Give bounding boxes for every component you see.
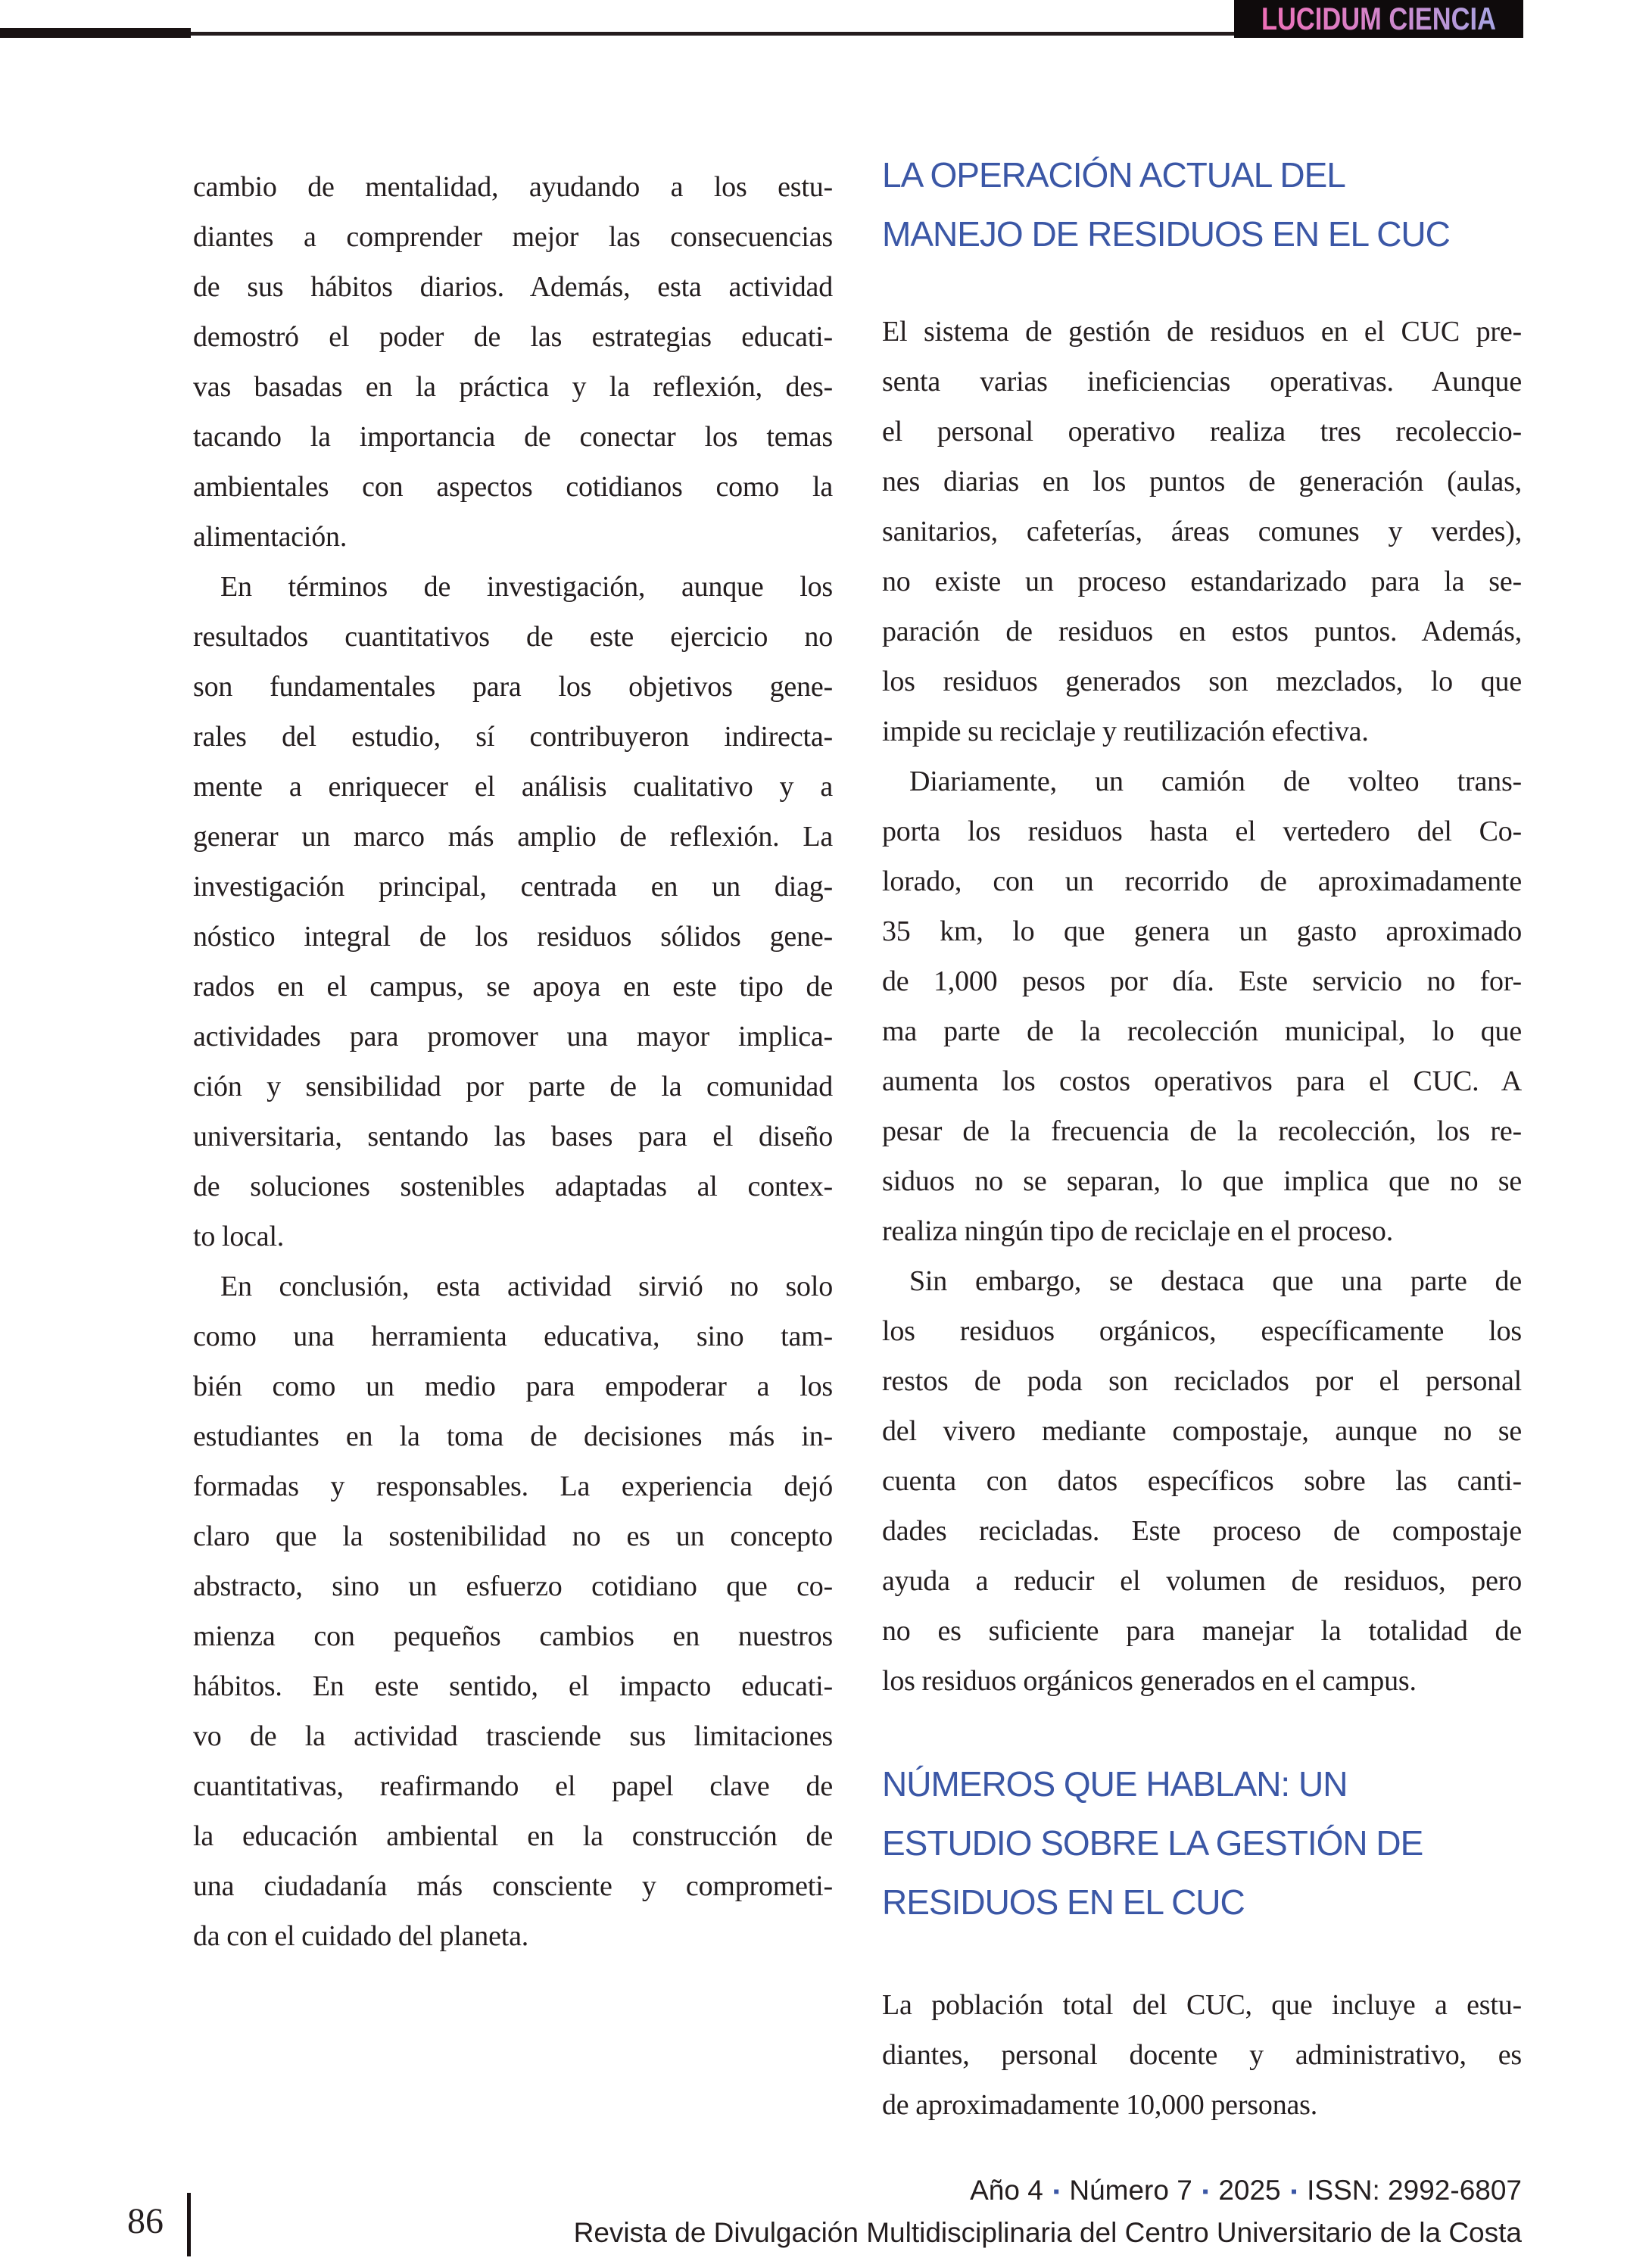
text-line: cambio de mentalidad, ayudando a los estu- [193,171,833,203]
text-line: En términos de investigación, aunque los [220,571,833,603]
text-line: tacando la importancia de conectar los temas [193,421,833,453]
footer-separator-square-icon: ▪ [1052,2181,1060,2202]
text-line: realiza ningún tipo de reciclaje en el proceso. [882,1215,1393,1247]
text-line: resultados cuantitativos de este ejercicio no [193,621,833,653]
page-number: 86 [127,2201,164,2241]
text-line: abstracto, sino un esfuerzo cotidiano que co- [193,1570,833,1602]
text-line: La población total del CUC, que incluye a estu- [882,1989,1522,2021]
text-line: de 1,000 pesos por día. Este servicio no for- [882,965,1522,997]
page-number-divider [187,2193,191,2256]
text-line: rales del estudio, sí contribuyeron indirecta- [193,721,833,753]
text-line: hábitos. En este sentido, el impacto educati- [193,1670,833,1702]
text-line: sanitarios, cafeterías, áreas comunes y verdes), [882,516,1522,547]
paragraph [882,756,1522,1256]
text-line: LA OPERACIÓN ACTUAL DEL [882,155,1345,195]
paragraph [193,562,833,1261]
text-line: demostró el poder de las estrategias educati- [193,321,833,353]
text-line: ayuda a reducir el volumen de residuos, pero [882,1565,1522,1597]
text-line: no existe un proceso estandarizado para la se- [882,566,1522,597]
text-line: impide su reciclaje y reutilización efectiva. [882,716,1369,747]
text-line: siduos no se separan, lo que implica que no se [882,1165,1522,1197]
text-line: generar un marco más amplio de reflexión. La [193,821,833,853]
text-line: estudiantes en la toma de decisiones más in- [193,1420,833,1452]
footer-issue-part: Año 4 [970,2175,1043,2206]
text-line: rados en el campus, se apoya en este tipo de [193,971,833,1003]
paragraph [882,1256,1522,1706]
text-line: diantes a comprender mejor las consecuencias [193,221,833,253]
header-rule-thick [0,28,191,38]
text-line: ción y sensibilidad por parte de la comunidad [193,1071,833,1102]
text-line: investigación principal, centrada en un diag- [193,871,833,903]
text-line: dades recicladas. Este proceso de compostaje [882,1515,1522,1547]
text-line: ESTUDIO SOBRE LA GESTIÓN DE [882,1823,1423,1863]
text-line: como una herramienta educativa, sino tam- [193,1321,833,1352]
section-heading [882,145,1522,264]
text-line: de sus hábitos diarios. Además, esta actividad [193,271,833,303]
text-line: ma parte de la recolección municipal, lo que [882,1015,1522,1047]
text-line: paración de residuos en estos puntos. Además, [882,616,1522,647]
text-line: los residuos orgánicos generados en el campus. [882,1665,1417,1697]
text-line: ambientales con aspectos cotidianos como la [193,471,833,503]
text-line: los residuos generados son mezclados, lo que [882,666,1522,697]
paragraph [882,1980,1522,2130]
text-line: nes diarias en los puntos de generación (aulas, [882,466,1522,497]
text-line: nóstico integral de los residuos sólidos gene- [193,921,833,953]
footer-separator-square-icon: ▪ [1202,2181,1209,2202]
footer-issue-part: 2025 [1218,2175,1281,2206]
text-line: diantes, personal docente y administrativo, es [882,2039,1522,2071]
text-line: el personal operativo realiza tres recoleccio- [882,416,1522,447]
text-line: NÚMEROS QUE HABLAN: UN [882,1764,1348,1804]
text-line: restos de poda son reciclados por el personal [882,1365,1522,1397]
right-column [882,145,1522,2130]
text-line: vo de la actividad trasciende sus limitaciones [193,1720,833,1752]
footer-issue-part: ISSN: 2992-6807 [1307,2175,1522,2206]
footer [574,2169,1522,2252]
text-line: En conclusión, esta actividad sirvió no solo [220,1271,833,1302]
text-line: pesar de la frecuencia de la recolección, los re- [882,1115,1522,1147]
text-line: senta varias ineficiencias operativas. Aunque [882,366,1522,398]
text-line: porta los residuos hasta el vertedero del Co- [882,815,1522,847]
paragraph [193,162,833,562]
text-line: da con el cuidado del planeta. [193,1920,529,1952]
text-line: cuantitativas, reafirmando el papel clave de [193,1770,833,1802]
text-line: lorado, con un recorrido de aproximadamente [882,865,1522,897]
text-line: aumenta los costos operativos para el CUC. A [882,1065,1522,1097]
text-line: son fundamentales para los objetivos gene- [193,671,833,703]
text-line: claro que la sostenibilidad no es un concepto [193,1520,833,1552]
text-line: El sistema de gestión de residuos en el CUC pre- [882,316,1522,348]
text-line: formadas y responsables. La experiencia dejó [193,1470,833,1502]
footer-issue-line [574,2169,1522,2214]
section-heading [882,1754,1522,1932]
text-line: mente a enriquecer el análisis cualitativo y a [193,771,833,803]
journal-logo [1234,0,1523,38]
text-line: RESIDUOS EN EL CUC [882,1882,1245,1922]
journal-logo-text: LUCIDUM CIENCIA [1261,1,1496,36]
text-line: universitaria, sentando las bases para el diseño [193,1121,833,1152]
footer-issue-part: Número 7 [1069,2175,1192,2206]
text-line: MANEJO DE RESIDUOS EN EL CUC [882,214,1450,254]
text-line: no es suficiente para manejar la totalidad de [882,1615,1522,1647]
text-line: 35 km, lo que genera un gasto aproximado [882,915,1522,947]
footer-separator-square-icon: ▪ [1290,2181,1298,2202]
text-line: actividades para promover una mayor implica- [193,1021,833,1052]
text-line: Diariamente, un camión de volteo trans- [909,766,1522,797]
text-line: to local. [193,1221,285,1252]
text-line: cuenta con datos específicos sobre las canti- [882,1465,1522,1497]
text-line: una ciudadanía más consciente y comprometi- [193,1870,833,1902]
paragraph [193,1261,833,1961]
text-line: de soluciones sostenibles adaptadas al contex- [193,1171,833,1202]
paragraph [882,307,1522,756]
text-line: los residuos orgánicos, específicamente los [882,1315,1522,1347]
text-line: Sin embargo, se destaca que una parte de [909,1265,1522,1297]
text-line: bién como un medio para empoderar a los [193,1371,833,1402]
text-line: de aproximadamente 10,000 personas. [882,2089,1318,2121]
text-line: mienza con pequeños cambios en nuestros [193,1620,833,1652]
text-line: la educación ambiental en la construcción de [193,1820,833,1852]
text-line: del vivero mediante compostaje, aunque no se [882,1415,1522,1447]
text-line: vas basadas en la práctica y la reflexión, des- [193,371,833,403]
text-line: alimentación. [193,521,348,553]
left-column [193,162,833,1961]
footer-journal-name: Revista de Divulgación Multidisciplinaria del Centro Universitario de la Costa [573,2217,1522,2248]
